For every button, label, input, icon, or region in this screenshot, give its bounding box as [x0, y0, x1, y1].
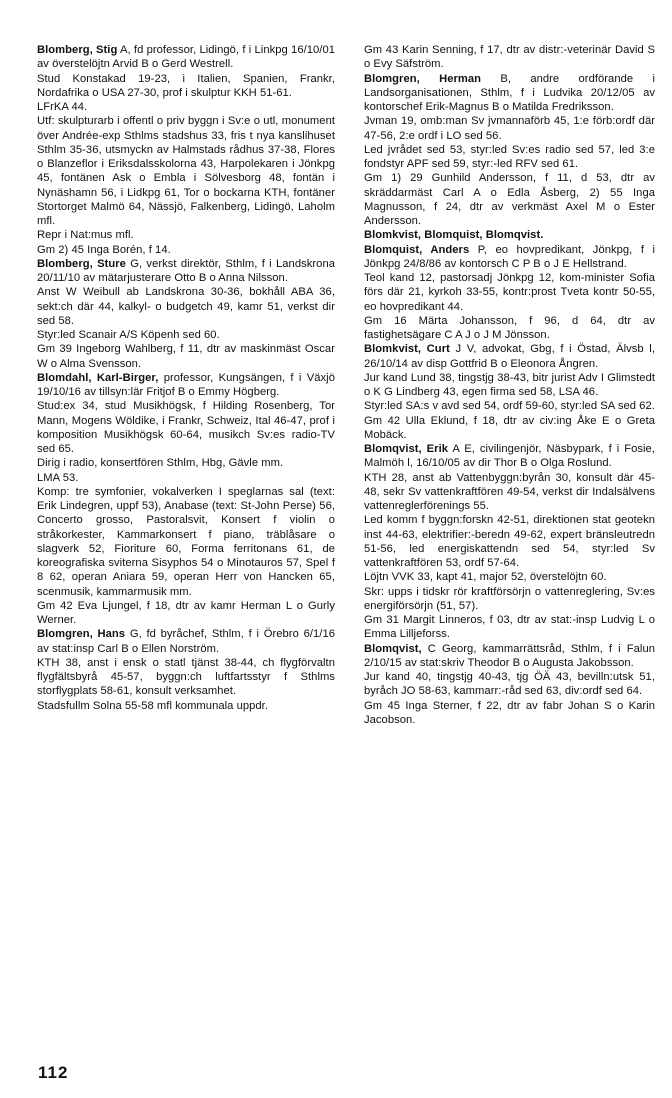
entry-text: Teol kand 12, pastorsadj Jönkpg 12, kom-minister Sofia förs där 21, kyrkoh 33-55, kontr:prost Tveta kontr 50-55, eo hovpredikant 44.	[364, 272, 655, 313]
entry-paragraph	[37, 399, 335, 456]
entry-text: Gm 42 Eva Ljungel, f 18, dtr av kamr Herman L o Gurly Werner.	[37, 599, 335, 626]
person-name: Blomkvist, Curt	[364, 343, 450, 356]
entry-paragraph	[37, 72, 335, 101]
entry-heading-paragraph	[37, 43, 335, 72]
entry-paragraph	[37, 114, 335, 228]
entry-heading-paragraph	[37, 627, 335, 656]
right-column	[364, 43, 655, 727]
entry-paragraph	[37, 656, 335, 699]
entry-text: J V, advokat, Gbg, f i Östad, Älvsb l, 26/10/14 av disp Gottfrid B o Eleonora Ångren.	[364, 343, 655, 370]
entry-text: Jur kand 40, tingstjg 40-43, tjg ÖÄ 43, bevilln:utsk 51, byråch JO 58-63, kammarr:-råd sed 63, div:ordf sed 64.	[364, 671, 655, 698]
entry-text: Skr: upps i tidskr rör kraftförsörjn o vattenreglering, Sv:es energiförsörjn (51, 57).	[364, 585, 655, 612]
entry-text: B, andre ordförande i Landsorganisationen, Sthlm, f i Ludvika 20/12/05 av kontorschef Erik-Magnus B o Matilda Fredriksson.	[364, 72, 655, 113]
entry-heading-paragraph	[364, 243, 655, 272]
entry-text: Styr:led SA:s v avd sed 54, ordf 59-60, styr:led SA sed 62.	[364, 400, 655, 413]
entry-paragraph	[37, 328, 335, 342]
entry-paragraph	[37, 342, 335, 371]
entry-paragraph	[37, 471, 335, 485]
person-name: Blomquist, Anders	[364, 243, 470, 256]
person-name: Blomkvist, Blomquist, Blomqvist.	[364, 229, 544, 242]
entry-text: Stadsfullm Solna 55-58 mfl kommunala uppdr.	[37, 699, 268, 712]
entry-heading-paragraph	[364, 342, 655, 371]
person-name: Blomberg, Sture	[37, 257, 126, 270]
entry-paragraph	[364, 114, 655, 143]
entry-text: KTH 38, anst i ensk o statl tjänst 38-44, ch flygförvaltn flygfältsbyrå 45-57, byggn:ch luftfartsstyr f Sthlms storflygplats 58-61, konsult verksamhet.	[37, 656, 335, 698]
entry-paragraph	[37, 285, 335, 328]
entry-paragraph	[364, 371, 655, 400]
entry-paragraph	[37, 599, 335, 628]
entry-text: Stud Konstakad 19-23, i Italien, Spanien, Frankr, Nordafrika o USA 27-30, prof i skulptur KKH 51-61.	[37, 72, 335, 99]
entry-text: LMA 53.	[37, 471, 79, 484]
entry-paragraph	[364, 399, 655, 413]
entry-text: Dirig i radio, konsertfören Sthlm, Hbg, Gävle mm.	[37, 457, 284, 470]
entry-paragraph	[37, 699, 335, 713]
person-name: Blomgren, Herman	[364, 72, 482, 85]
entry-text: Anst W Weibull ab Landskrona 30-36, bokhåll ABA 36, sekt:ch där 44, kalkyl- o budgetch 49, kamr 51, verkst dir sed 58.	[37, 286, 335, 327]
entry-paragraph	[364, 43, 655, 72]
entry-paragraph	[37, 228, 335, 242]
entry-paragraph	[364, 414, 655, 443]
entry-text: Gm 39 Ingeborg Wahlberg, f 11, dtr av maskinmäst Oscar W o Alma Svensson.	[37, 343, 335, 370]
entry-text: A E, civilingenjör, Näsbypark, f i Fosie, Malmöh l, 16/10/05 av dir Thor B o Olga Roslund.	[364, 443, 655, 470]
left-column	[37, 43, 335, 713]
page-number: 112	[38, 1063, 69, 1082]
entry-text: C Georg, kammarrättsråd, Sthlm, f i Falun 2/10/15 av stat:skriv Theodor B o Augusta Jakobsson.	[364, 642, 655, 669]
entry-paragraph	[364, 585, 655, 614]
entry-text: LFrKA 44.	[37, 101, 88, 113]
entry-paragraph	[364, 670, 655, 699]
entry-text: P, eo hovpredikant, Jönkpg, f i Jönkpg 24/8/86 av kontorsch C P B o J E Hellstrand.	[364, 243, 656, 270]
entry-heading-paragraph	[37, 371, 335, 400]
entry-paragraph	[364, 171, 655, 228]
entry-text: KTH 28, anst ab Vattenbyggn:byrån 30, konsult där 45-48, sekr Sv vattenkraftfören 49-54, verkst dir Indalsälvens vattenreglerförenings 55.	[364, 471, 655, 512]
entry-text: Löjtn VVK 33, kapt 41, major 52, överstelöjtn 60.	[364, 571, 607, 584]
entry-text: A, fd professor, Lidingö, f i Linkpg 16/10/01 av överstelöjtn Arvid B o Gerd Westrell.	[37, 44, 335, 71]
entry-paragraph	[37, 485, 335, 599]
person-name: Blomberg, Stig	[37, 44, 118, 56]
person-name: Blomdahl, Karl-Birger,	[37, 371, 159, 384]
entry-paragraph	[37, 456, 335, 470]
entry-heading-paragraph	[364, 72, 655, 115]
entry-text: Jvman 19, omb:man Sv jvmannaförb 45, 1:e förb:ordf där 47-56, 2:e ordf i LO sed 56.	[364, 115, 655, 142]
entry-heading-paragraph	[364, 642, 655, 671]
entry-paragraph	[364, 513, 655, 570]
entry-heading-paragraph	[364, 442, 655, 471]
entry-paragraph	[37, 100, 335, 114]
entry-text: Jur kand Lund 38, tingstjg 38-43, bitr jurist Adv I Glimstedt o K G Lindberg 43, egen firma sed 58, LSA 46.	[364, 371, 655, 398]
entry-text: Stud:ex 34, stud Musikhögsk, f Hilding Rosenberg, Tor Mann, Mogens Wöldike, i Frankr, Schweiz, Ital 46-47, prof i komposition Musikhögsk 60-64, musikch Sv:es radio-TV sed 65.	[37, 400, 335, 455]
entry-text: Repr i Nat:mus mfl.	[37, 229, 134, 242]
entry-heading-paragraph	[37, 257, 335, 286]
person-name: Blomgren, Hans	[37, 628, 126, 641]
entry-text: Gm 2) 45 Inga Borén, f 14.	[37, 243, 171, 256]
entry-text: Gm 45 Inga Sterner, f 22, dtr av fabr Johan S o Karin Jacobson.	[364, 699, 655, 726]
entry-text: Gm 1) 29 Gunhild Andersson, f 11, d 53, dtr av skräddarmäst Carl A o Edla Åsberg, 2) 55 Inga Magnusson, f 24, dtr av verkmäst Axel M o Ester Andersson.	[364, 172, 655, 227]
person-name: Blomqvist, Erik	[364, 443, 449, 455]
entry-text: G, verkst direktör, Sthlm, f i Landskrona 20/11/10 av mätarjusterare Otto B o Anna Nilsson.	[37, 257, 335, 284]
entry-text: Komp: tre symfonier, vokalverken I speglarnas sal (text: Erik Lindegren, uppf 53), Anabase (text: St-John Perse) 56, Concerto grosso, Pastoralsvit, Konsert f violin o stråkorkester, Kammarkonsert f piano, träblåsare o slagverk 52, Fioriture 60, Forma ferritonans 61, de koreografiska sviterna Sisyphos 54 o Minotauros 57, Spel f 8 62, operan Aniara 59, operan Herr von Hancken 65, scenmusik, kammarmusik mm.	[37, 485, 335, 598]
entry-paragraph	[364, 471, 655, 514]
entry-paragraph	[364, 143, 655, 172]
entry-heading-paragraph	[364, 228, 655, 242]
entry-text: Led jvrådet sed 53, styr:led Sv:es radio sed 57, led 3:e fondstyr APF sed 59, styr:-led RFV sed 61.	[364, 143, 655, 170]
entry-text: Gm 31 Margit Linneros, f 03, dtr av stat:-insp Ludvig L o Emma Lilljeforss.	[364, 614, 655, 641]
entry-paragraph	[37, 243, 335, 257]
entry-paragraph	[364, 613, 655, 642]
entry-paragraph	[364, 570, 655, 584]
entry-paragraph	[364, 314, 655, 343]
entry-text: professor, Kungsängen, f i Växjö 19/10/16 av tillsyn:lär Fritjof B o Emmy Högberg.	[37, 371, 335, 398]
entry-text: Styr:led Scanair A/S Köpenh sed 60.	[37, 329, 220, 341]
entry-paragraph	[364, 699, 655, 728]
entry-text: Utf: skulpturarb i offentl o priv byggn i Sv:e o utl, monument över Andrée-exp Sthlms stadshus 33, fris t nya kanslihuset Sthlm 35-36, utsmyckn av Halmstads rådhus 37-38, Flores o Blanzeflor i Eriksdalsskolorna 43, Harpolekaren i Jönkpg 45, fontänen Ask o Embla i Sölvesborg 48, fontän i Nynäshamn 56, i Lidkpg 61, Tor o bockarna KTH, fontäner Stortorget Malmö 64, Nässjö, Falkenberg, Lidingö, Laholm mfl.	[37, 115, 335, 227]
entry-text: Gm 16 Märta Johansson, f 96, d 64, dtr av fastighetsägare C A J o J M Jönsson.	[364, 314, 655, 341]
entry-paragraph	[364, 271, 655, 314]
person-name: Blomqvist,	[364, 642, 422, 655]
entry-text: Led komm f byggn:forskn 42-51, direktionen stat geotekn inst 44-63, elektrifier:-beredn 49-62, expert bränsleutredn 51-56, led energiskattendn sed 54, styr:led Sv vattenkraftfören 53, ordf 57-64.	[364, 514, 655, 569]
entry-text: Gm 43 Karin Senning, f 17, dtr av distr:-veterinär David S o Evy Säfström.	[364, 44, 655, 71]
entry-text: G, fd byråchef, Sthlm, f i Örebro 6/1/16 av stat:insp Carl B o Ellen Norström.	[37, 628, 335, 655]
entry-text: Gm 42 Ulla Eklund, f 18, dtr av civ:ing Åke E o Greta Mobäck.	[364, 414, 655, 441]
